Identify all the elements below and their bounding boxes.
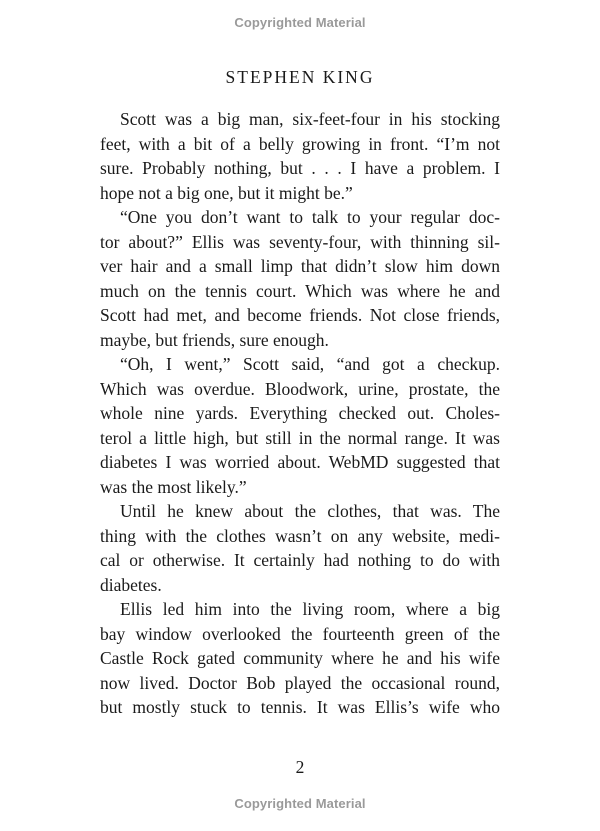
running-head-author: STEPHEN KING <box>225 67 375 87</box>
text-line: ver hair and a small limp that didn’t slow him down <box>100 256 500 276</box>
text-line: diabetes I was worried about. WebMD suggested that <box>100 452 500 472</box>
text-line: bay window overlooked the fourteenth green of the <box>100 623 500 644</box>
text-line: Ellis led him into the living room, where a big <box>120 599 500 619</box>
body-text <box>100 107 500 720</box>
paragraph <box>100 499 500 597</box>
text-line: was the most likely.” <box>100 476 247 497</box>
text-line: much on the tennis court. Which was where he and <box>100 280 500 301</box>
copyright-watermark-bottom: Copyrighted Material <box>234 796 366 811</box>
text-line: Which was overdue. Bloodwork, urine, prostate, the <box>100 378 500 399</box>
paragraph <box>100 597 500 720</box>
text-line: cal or otherwise. It certainly had nothing to do with <box>100 550 500 570</box>
text-line: feet, with a bit of a belly growing in front. “I’m not <box>100 133 500 154</box>
text-line: maybe, but friends, sure enough. <box>100 329 329 350</box>
text-line: Scott was a big man, six-feet-four in his stocking <box>120 109 500 129</box>
text-line: “Oh, I went,” Scott said, “and got a checkup. <box>120 354 500 374</box>
text-line: tor about?” Ellis was seventy-four, with thinning sil- <box>100 231 500 252</box>
text-line: diabetes. <box>100 574 162 595</box>
page-number: 2 <box>295 757 305 777</box>
text-line: sure. Probably nothing, but . . . I have a problem. I <box>100 158 500 178</box>
text-line: Until he knew about the clothes, that was. The <box>120 501 500 521</box>
text-line: “One you don’t want to talk to your regular doc- <box>120 207 500 227</box>
text-line: hope not a big one, but it might be.” <box>100 182 353 203</box>
paragraph <box>100 352 500 499</box>
text-line: but mostly stuck to tennis. It was Ellis’s wife who <box>100 697 500 717</box>
text-line: Scott had met, and become friends. Not close friends, <box>100 305 500 325</box>
paragraph <box>100 107 500 205</box>
copyright-watermark-top: Copyrighted Material <box>234 15 366 30</box>
paragraph <box>100 205 500 352</box>
text-line: Castle Rock gated community where he and his wife <box>100 648 500 668</box>
text-line: now lived. Doctor Bob played the occasional round, <box>100 672 500 693</box>
text-line: terol a little high, but still in the normal range. It was <box>100 427 500 448</box>
text-line: thing with the clothes wasn’t on any website, medi- <box>100 525 500 546</box>
text-line: whole nine yards. Everything checked out. Choles- <box>100 403 500 423</box>
